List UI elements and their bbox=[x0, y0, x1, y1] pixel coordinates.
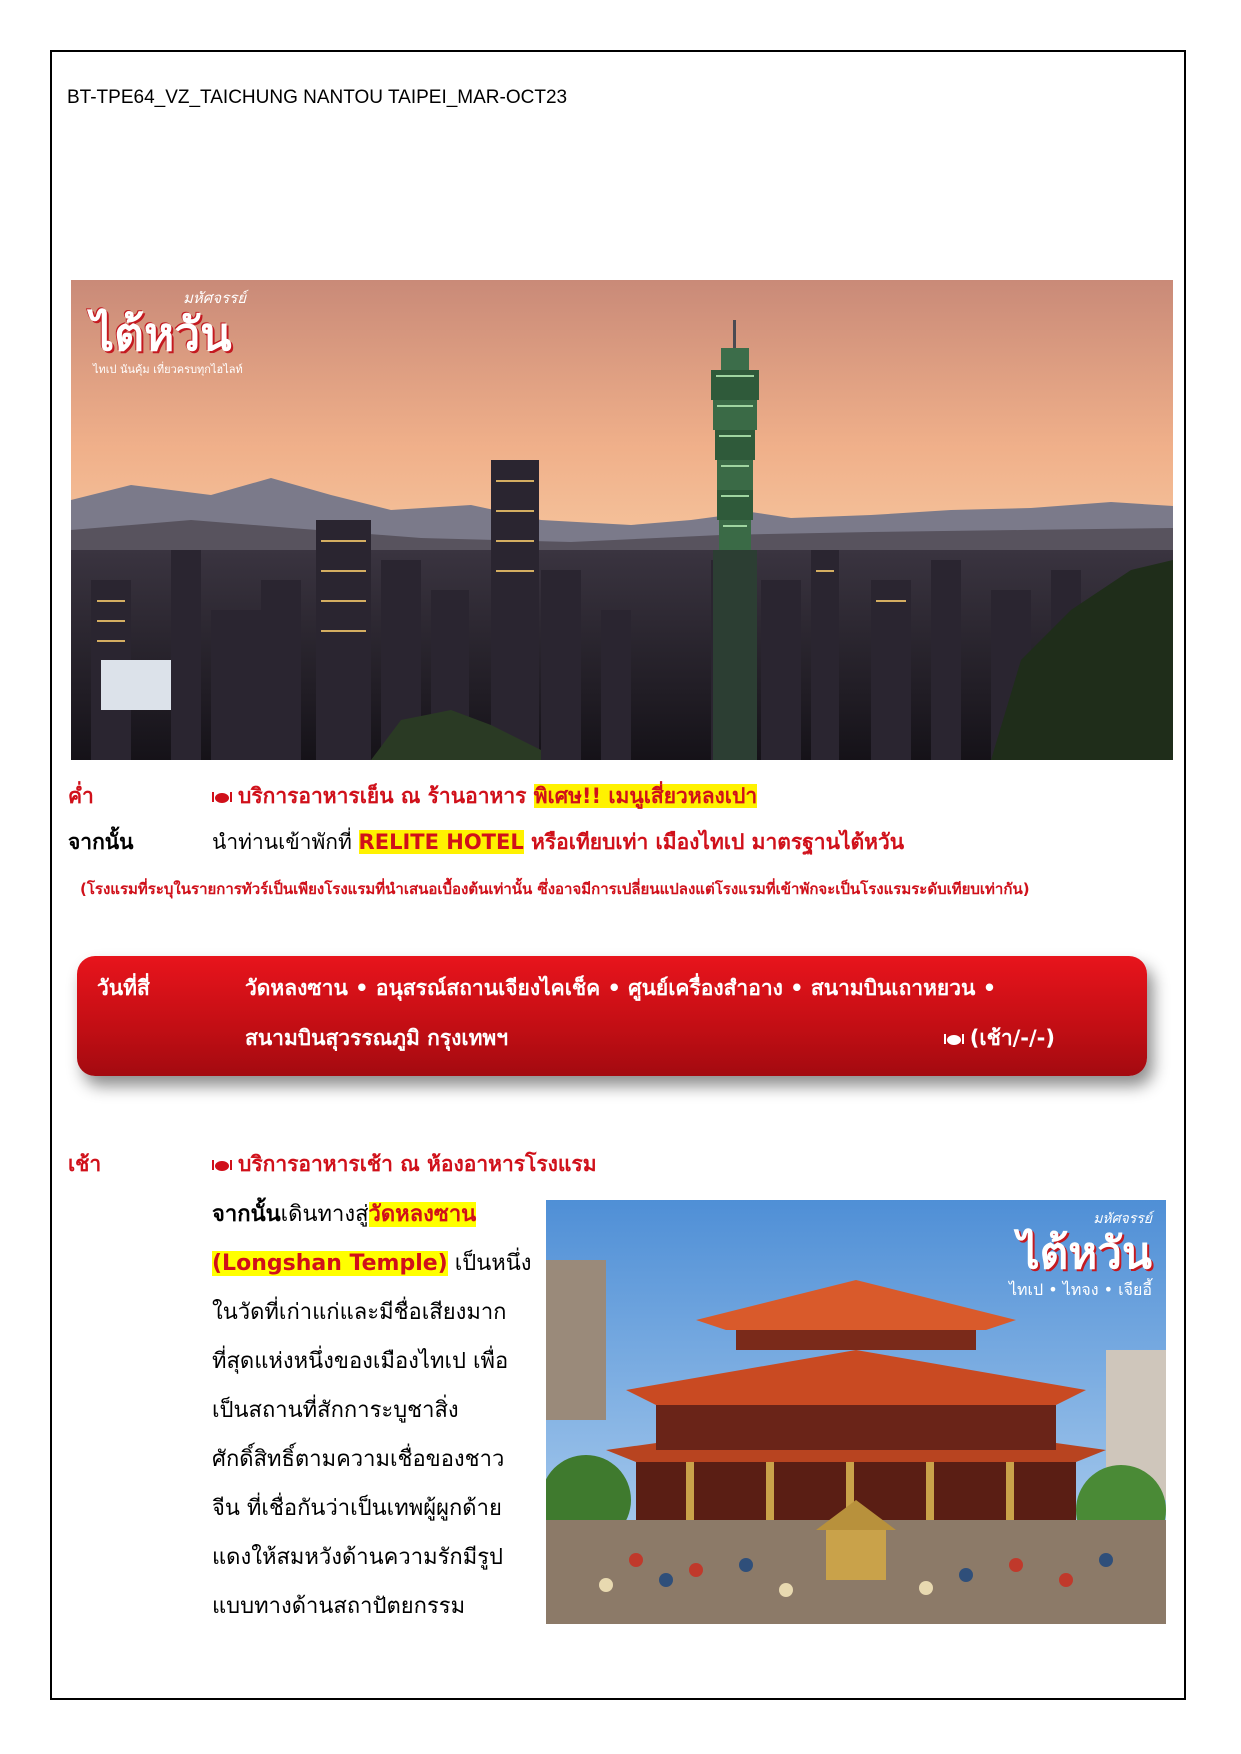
temple-name-th: วัดหลงซาน bbox=[368, 1202, 477, 1227]
dinner-description: บริการอาหารเย็น ณ ร้านอาหาร bbox=[238, 784, 534, 808]
meal-icon bbox=[944, 1032, 964, 1046]
skyline-illustration bbox=[71, 280, 1173, 760]
meal-icon bbox=[212, 1158, 232, 1172]
day-meals bbox=[944, 1022, 1055, 1055]
temple-lead: จากนั้น bbox=[212, 1202, 281, 1227]
breakfast-description: บริการอาหารเช้า ณ ห้องอาหารโรงแรม bbox=[238, 1152, 597, 1176]
hotel-note: (โรงแรมที่ระบุในรายการทัวร์เป็นเพียงโรงแรมที่นำเสนอเบื้องต้นเท่านั้น ซึ่งอาจมีการเปลี่ยนแปลงแต่โรงแรมที่เข้าพักจะเป็นโรงแรมระดับเทียบเท่ากัน) bbox=[80, 880, 1030, 898]
hotel-text bbox=[212, 826, 904, 859]
temple-logo-small: มหัศจรรย์ bbox=[1093, 1211, 1152, 1227]
hotel-label: จากนั้น bbox=[68, 830, 134, 854]
day-itinerary-line1: วัดหลงซาน • อนุสรณ์สถานเจียงไคเช็ค • ศูนย์เครื่องสำอาง • สนามบินเถาหยวน • bbox=[245, 976, 997, 1000]
breakfast-label: เช้า bbox=[68, 1152, 102, 1176]
day-label: วันที่สี่ bbox=[97, 976, 150, 1000]
temple-description bbox=[212, 1190, 532, 1631]
hotel-intro: นำท่านเข้าพักที่ bbox=[212, 830, 359, 854]
day-four-banner bbox=[77, 956, 1147, 1076]
meal-icon bbox=[212, 790, 232, 804]
document-id: BT-TPE64_VZ_TAICHUNG NANTOU TAIPEI_MAR-OCT23 bbox=[67, 87, 568, 108]
day-itinerary-line2: สนามบินสุวรรณภูมิ กรุงเทพฯ bbox=[245, 1026, 509, 1050]
taipei-skyline-image bbox=[71, 280, 1173, 760]
hero-logo-title: ไต้หวัน bbox=[91, 307, 232, 361]
longshan-temple-image bbox=[546, 1200, 1166, 1624]
temple-text2: เป็นหนึ่งในวัดที่เก่าแก่และมีชื่อเสียงมากที่สุดแห่งหนึ่งของเมืองไทเป เพื่อเป็นสถานที่สักการะบูชาสิ่งศักดิ์สิทธิ์ตามความเชื่อของชาวจีน ที่เชื่อกันว่าเป็นเทพผู้ผูกด้ายแดงให้สมหวังด้านความรักมีรูปแบบทางด้านสถาปัตยกรรม bbox=[212, 1251, 532, 1619]
dinner-highlight: พิเศษ!! เมนูเสี่ยวหลงเปา bbox=[533, 784, 758, 808]
hero-logo-tagline: ไทเป นันคุ้ม เที่ยวครบทุกไฮไลท์ bbox=[93, 363, 243, 376]
hotel-name: RELITE HOTEL bbox=[358, 830, 524, 854]
temple-logo bbox=[1009, 1208, 1152, 1303]
day-meals-text: (เช้า/-/-) bbox=[969, 1026, 1055, 1050]
temple-logo-tagline: ไทเป • ไทจง • เจียอี้ bbox=[1008, 1280, 1152, 1299]
temple-text1: เดินทางสู่ bbox=[280, 1202, 369, 1227]
dinner-label: ค่ำ bbox=[68, 784, 94, 808]
hero-logo-small: มหัศจรรย์ bbox=[183, 289, 246, 307]
temple-logo-title: ไต้หวัน bbox=[1017, 1228, 1152, 1279]
dinner-text bbox=[212, 780, 757, 813]
temple-name-en: (Longshan Temple) bbox=[212, 1251, 448, 1276]
breakfast-text bbox=[212, 1148, 597, 1181]
hotel-details: หรือเทียบเท่า เมืองไทเป มาตรฐานไต้หวัน bbox=[523, 830, 905, 854]
